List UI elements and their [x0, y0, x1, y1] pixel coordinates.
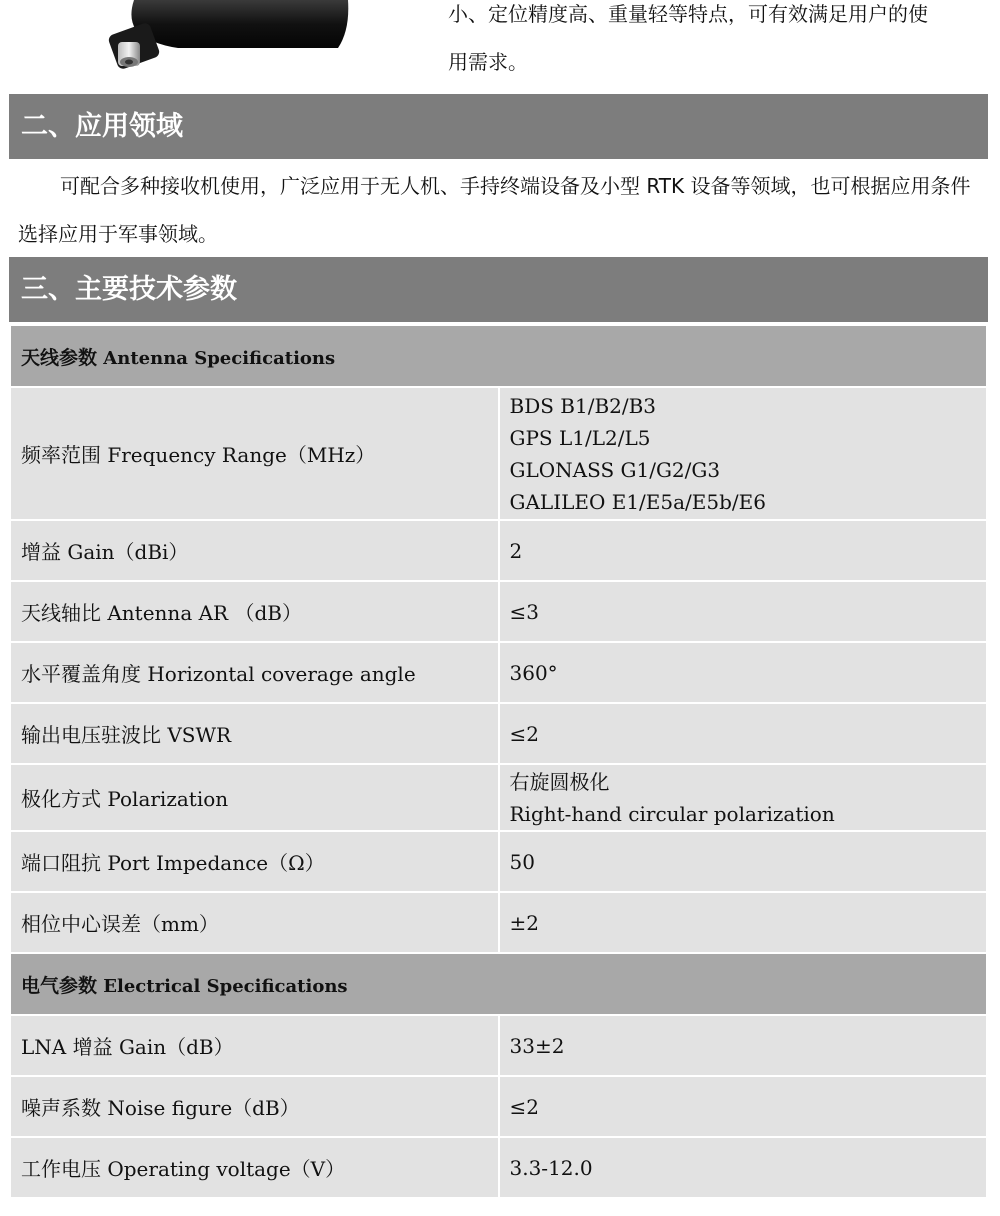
table-row: [10, 581, 987, 642]
section-header-application: 二、应用领域: [9, 94, 988, 159]
spec-label: 相位中心误差（mm）: [10, 892, 499, 953]
spec-value: ≤3: [499, 581, 988, 642]
table-row: [10, 831, 987, 892]
group-label-en: Antenna Specifications: [103, 347, 336, 369]
intro-area: [0, 0, 1000, 92]
intro-line-1: 小、定位精度高、重量轻等特点，可有效满足用户的使: [448, 2, 928, 26]
table-row: [10, 387, 987, 520]
spec-value: BDS B1/B2/B3 GPS L1/L2/L5 GLONASS G1/G2/G3 GALILEO E1/E5a/E5b/E6: [499, 387, 988, 520]
spec-label: 水平覆盖角度 Horizontal coverage angle: [10, 642, 499, 703]
spec-value: 50: [499, 831, 988, 892]
spec-label: 频率范围 Frequency Range（MHz）: [10, 387, 499, 520]
spec-value: 33±2: [499, 1015, 988, 1076]
spec-label: LNA 增益 Gain（dB）: [10, 1015, 499, 1076]
group-label-cn: 电气参数: [21, 974, 98, 997]
group-label-cn: 天线参数: [21, 346, 98, 369]
table-row: [10, 1015, 987, 1076]
spec-label: 增益 Gain（dBi）: [10, 520, 499, 581]
spec-value: 2: [499, 520, 988, 581]
spec-table: [9, 324, 988, 1199]
spec-label: 天线轴比 Antenna AR （dB）: [10, 581, 499, 642]
group-label-en: Electrical Specifications: [103, 975, 348, 997]
spec-value: 右旋圆极化 Right-hand circular polarization: [499, 764, 988, 831]
spec-value: ≤2: [499, 703, 988, 764]
antenna-specs-group-row: [10, 325, 987, 387]
table-row: [10, 703, 987, 764]
spec-value: ≤2: [499, 1076, 988, 1137]
electrical-specs-group-cell: [10, 953, 987, 1015]
table-row: [10, 520, 987, 581]
antenna-specs-group-cell: [10, 325, 987, 387]
intro-line-2: 用需求。: [448, 50, 528, 74]
table-row: [10, 764, 987, 831]
spec-value: ±2: [499, 892, 988, 953]
table-row: [10, 1076, 987, 1137]
spec-value: 3.3-12.0: [499, 1137, 988, 1198]
table-row: [10, 892, 987, 953]
table-row: [10, 1137, 987, 1198]
spec-label: 极化方式 Polarization: [10, 764, 499, 831]
spec-label: 输出电压驻波比 VSWR: [10, 703, 499, 764]
spec-label: 噪声系数 Noise figure（dB）: [10, 1076, 499, 1137]
spec-label: 工作电压 Operating voltage（V）: [10, 1137, 499, 1198]
spec-value: 360°: [499, 642, 988, 703]
electrical-specs-group-row: [10, 953, 987, 1015]
table-row: [10, 642, 987, 703]
spec-label: 端口阻抗 Port Impedance（Ω）: [10, 831, 499, 892]
intro-text: [448, 0, 980, 86]
antenna-product-image: [88, 0, 358, 72]
section-header-specs: 三、主要技术参数: [9, 257, 988, 322]
application-paragraph: 可配合多种接收机使用，广泛应用于无人机、手持终端设备及小型 RTK 设备等领域，也可根据应用条件选择应用于军事领域。: [18, 174, 971, 246]
